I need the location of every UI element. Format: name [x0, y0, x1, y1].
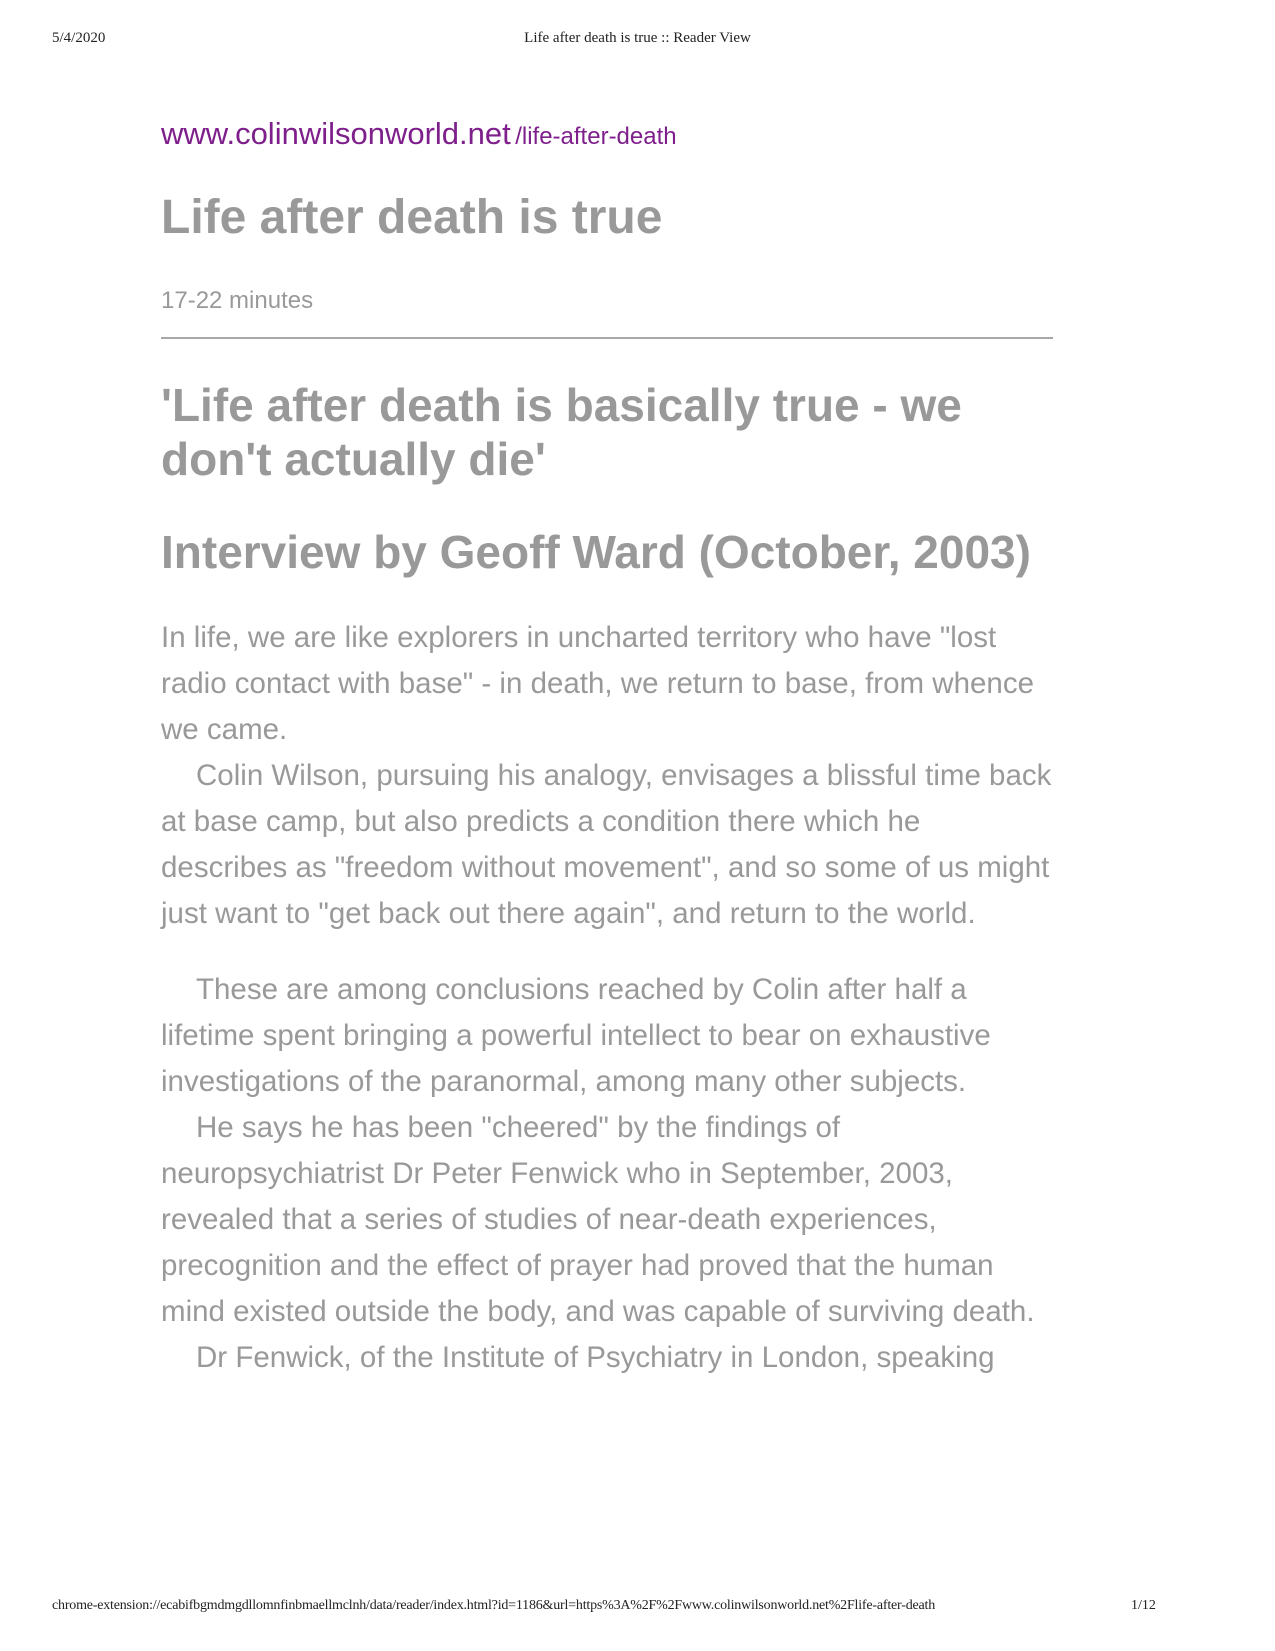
source-path: /life-after-death — [515, 123, 677, 150]
article-heading-interview: Interview by Geoff Ward (October, 2003) — [161, 526, 1031, 578]
paragraph: Dr Fenwick, of the Institute of Psychiatry in London, speaking — [196, 1341, 995, 1374]
source-link[interactable] — [161, 116, 677, 152]
print-page-title: Life after death is true :: Reader View — [524, 30, 751, 46]
print-url: chrome-extension://ecabifbgmdmgdllomnfinbmaellmclnh/data/reader/index.html?id=1186&url=https%3A%2F%2Fwww.colinwilsonworld.net%2Flife-after-death — [52, 1598, 936, 1613]
paragraph: He says he has been "cheered" by the findings of neuropsychiatrist Dr Peter Fenwick who in September, 2003, revealed that a series of studies of near-death experiences, precognition and the effect of prayer had proved that the human mind existed outside the body, and was capable of surviving death. — [161, 1111, 1035, 1328]
source-domain: www.colinwilsonworld.net — [161, 116, 511, 151]
article-heading-quote: 'Life after death is basically true - we don't actually die' — [161, 379, 962, 485]
header-divider — [161, 337, 1053, 339]
paragraph: Colin Wilson, pursuing his analogy, envisages a blissful time back at base camp, but also predicts a condition there which he describes as "freedom without movement", and so some of us might just want to "get back out there again", and return to the world. — [161, 759, 1052, 930]
print-date: 5/4/2020 — [52, 30, 106, 46]
reading-time: 17-22 minutes — [161, 287, 314, 314]
article-title: Life after death is true — [161, 191, 663, 244]
paragraph: These are among conclusions reached by Colin after half a lifetime spent bringing a powerful intellect to bear on exhaustive investigations of the paranormal, among many other subjects. — [161, 973, 991, 1098]
page-number: 1/12 — [1131, 1598, 1156, 1613]
paragraph: In life, we are like explorers in uncharted territory who have "lost radio contact with base" - in death, we return to base, from whence we came. — [161, 621, 1034, 746]
article-body — [161, 615, 1053, 1381]
